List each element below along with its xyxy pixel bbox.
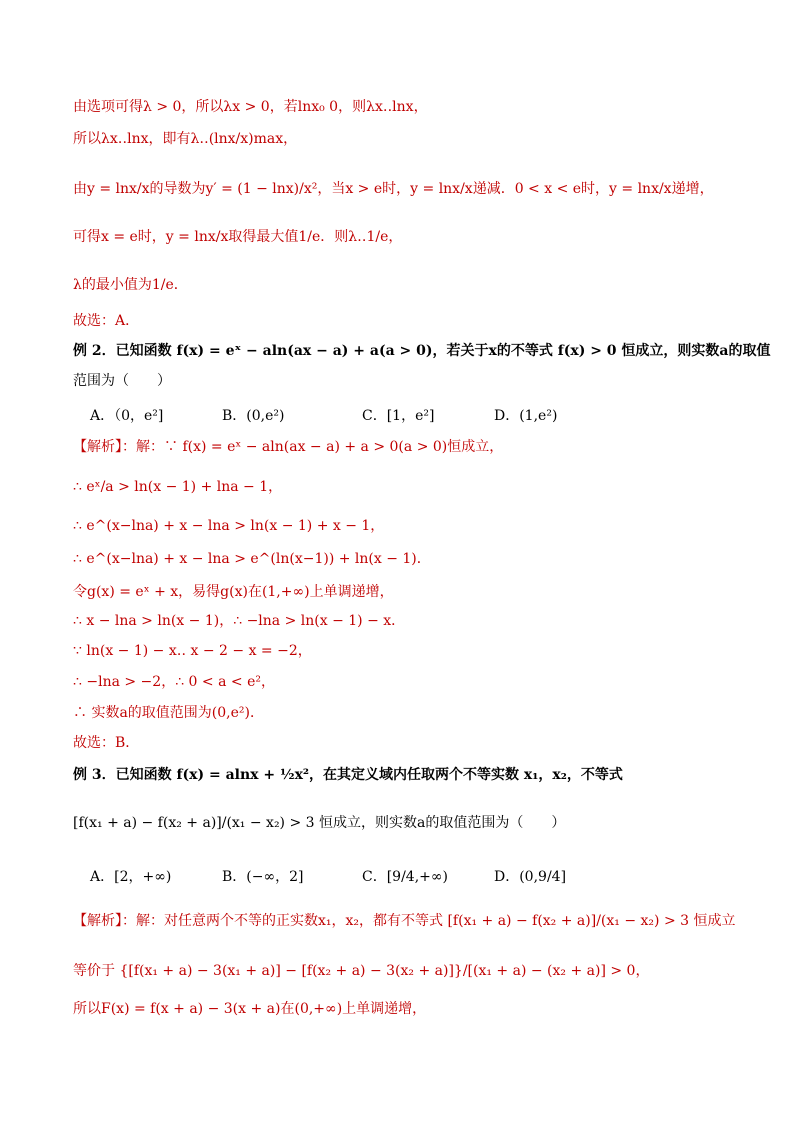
example-2-step-3: ∴ e^(x−lna) + x − lna > e^(ln(x−1)) + ln(x − 1)．: [73, 551, 431, 567]
solution-line-4: 可得x = e时，y = lnx/x取得最大值1/e．则λ‥1/e，: [73, 229, 403, 245]
example-3-analysis: 【解析】：解：对任意两个不等的正实数x₁，x₂，都有不等式 [f(x₁ + a) − f(x₂ + a)]/(x₁ − x₂) > 3 恒成立: [73, 913, 736, 929]
example-3-option-a: A．[2，+∞): [90, 869, 172, 885]
answer-line-1: 故选：A．: [73, 313, 140, 329]
example-3-option-b: B．(−∞，2]: [222, 869, 304, 885]
example-3-option-c: C．[9/4,+∞): [362, 869, 449, 885]
example-2-step-4: 令g(x) = eˣ + x，易得g(x)在(1,+∞)上单调递增，: [73, 584, 394, 600]
solution-line-3: 由y = lnx/x的导数为y′ = (1 − lnx)/x²，当x > e时，y = lnx/x递减．0 < x < e时，y = lnx/x递增，: [73, 181, 714, 197]
example-2-option-d: D．(1,e²): [494, 408, 558, 424]
example-2-option-c: C．[1，e²]: [362, 408, 435, 424]
example-2-step-5: ∴ x − lna > ln(x − 1)，∴ −lna > ln(x − 1) − x．: [73, 613, 406, 629]
example-3-title: 例 3．已知函数 f(x) = alnx + ½x²，在其定义域内任取两个不等实数 x₁，x₂，不等式: [73, 767, 623, 783]
example-2-step-2: ∴ e^(x−lna) + x − lna > ln(x − 1) + x − 1，: [73, 518, 385, 534]
example-2-step-7: ∴ −lna > −2，∴ 0 < a < e²，: [73, 674, 275, 690]
example-2-option-a: A．（0，e²]: [90, 408, 164, 424]
answer-line-2: 故选：B．: [73, 735, 140, 751]
example-3-option-d: D．(0,9/4]: [494, 869, 567, 885]
solution-line-2: 所以λx‥lnx，即有λ‥(lnx/x)max，: [73, 131, 298, 147]
example-2-question: 范围为（ ）: [73, 373, 171, 389]
example-2-step-8: ∴ 实数a的取值范围为(0,e²)．: [73, 705, 264, 721]
example-2-step-1: ∴ eˣ/a > ln(x − 1) + lna − 1，: [73, 479, 283, 495]
example-2-option-b: B．(0,e²): [222, 408, 285, 424]
solution-line-5: λ的最小值为1/e．: [73, 277, 188, 293]
example-3-question: [f(x₁ + a) − f(x₂ + a)]/(x₁ − x₂) > 3 恒成立，则实数a的取值范围为（ ）: [73, 815, 566, 831]
example-2-analysis: 【解析】：解：∵ f(x) = eˣ − aln(ax − a) + a > 0(a > 0)恒成立，: [73, 439, 504, 455]
example-3-step-2: 所以F(x) = f(x + a) − 3(x + a)在(0,+∞)上单调递增，: [73, 1001, 427, 1017]
example-3-step-1: 等价于 {[f(x₁ + a) − 3(x₁ + a)] − [f(x₂ + a) − 3(x₂ + a)]}/[(x₁ + a) − (x₂ + a)] > 0，: [73, 963, 650, 979]
solution-line-1: 由选项可得λ > 0，所以λx > 0，若lnx₀ 0，则λx‥lnx，: [73, 99, 428, 115]
example-2-step-6: ∵ ln(x − 1) − x‥ x − 2 − x = −2，: [73, 643, 312, 659]
example-2-title: 例 2．已知函数 f(x) = eˣ − aln(ax − a) + a(a > 0)，若关于x的不等式 f(x) > 0 恒成立，则实数a的取值: [73, 343, 771, 359]
